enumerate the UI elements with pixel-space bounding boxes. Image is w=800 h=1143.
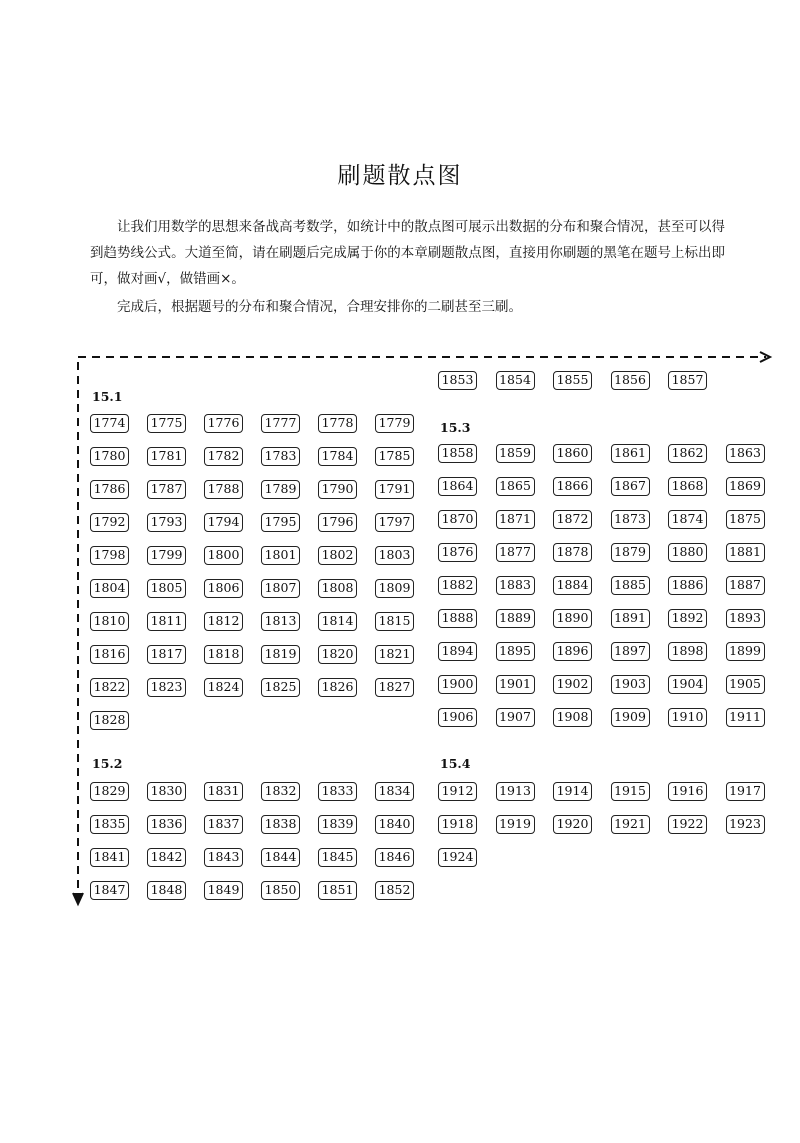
problem-number-box[interactable]: 1806 [204, 579, 243, 598]
problem-number-box[interactable]: 1850 [261, 881, 300, 900]
problem-number-box[interactable]: 1886 [668, 576, 707, 595]
problem-number-box[interactable]: 1916 [668, 782, 707, 801]
problem-number-box[interactable]: 1814 [318, 612, 357, 631]
problem-number-box[interactable]: 1777 [261, 414, 300, 433]
problem-number-box[interactable]: 1791 [375, 480, 414, 499]
problem-number-box[interactable]: 1781 [147, 447, 186, 466]
down-arrow-head-icon [73, 893, 83, 904]
problem-number-box[interactable]: 1881 [726, 543, 765, 562]
problem-number-box[interactable]: 1831 [204, 782, 243, 801]
problem-number-box[interactable]: 1842 [147, 848, 186, 867]
problem-number-box[interactable]: 1874 [668, 510, 707, 529]
problem-number-box[interactable]: 1872 [553, 510, 592, 529]
problem-number-box[interactable]: 1841 [90, 848, 129, 867]
problem-number-box[interactable]: 1894 [438, 642, 477, 661]
problem-number-box[interactable]: 1880 [668, 543, 707, 562]
problem-number-box[interactable]: 1837 [204, 815, 243, 834]
problem-number-box[interactable]: 1774 [90, 414, 129, 433]
problem-number-box[interactable]: 1906 [438, 708, 477, 727]
problem-number-box[interactable]: 1908 [553, 708, 592, 727]
problem-number-box[interactable]: 1800 [204, 546, 243, 565]
problem-number-box[interactable]: 1877 [496, 543, 535, 562]
problem-number-box[interactable]: 1792 [90, 513, 129, 532]
problem-number-box[interactable]: 1852 [375, 881, 414, 900]
problem-number-box[interactable]: 1785 [375, 447, 414, 466]
problem-number-box[interactable]: 1897 [611, 642, 650, 661]
problem-number-box[interactable]: 1921 [611, 815, 650, 834]
problem-number-box[interactable]: 1835 [90, 815, 129, 834]
problem-number-box[interactable]: 1827 [375, 678, 414, 697]
problem-number-box[interactable]: 1811 [147, 612, 186, 631]
problem-number-box[interactable]: 1846 [375, 848, 414, 867]
problem-number-box[interactable]: 1779 [375, 414, 414, 433]
problem-number-box[interactable]: 1823 [147, 678, 186, 697]
problem-number-box[interactable]: 1913 [496, 782, 535, 801]
problem-number-box[interactable]: 1796 [318, 513, 357, 532]
problem-number-box[interactable]: 1922 [668, 815, 707, 834]
problem-number-box[interactable]: 1884 [553, 576, 592, 595]
problem-number-box[interactable]: 1778 [318, 414, 357, 433]
problem-number-box[interactable]: 1890 [553, 609, 592, 628]
problem-number-box[interactable]: 1793 [147, 513, 186, 532]
problem-number-box[interactable]: 1896 [553, 642, 592, 661]
problem-number-box[interactable]: 1863 [726, 444, 765, 463]
problem-number-box[interactable]: 1873 [611, 510, 650, 529]
problem-number-box[interactable]: 1816 [90, 645, 129, 664]
problem-number-box[interactable]: 1918 [438, 815, 477, 834]
problem-number-box[interactable]: 1912 [438, 782, 477, 801]
problem-number-box[interactable]: 1858 [438, 444, 477, 463]
problem-number-box[interactable]: 1892 [668, 609, 707, 628]
problem-number-box[interactable]: 1903 [611, 675, 650, 694]
problem-number-box[interactable]: 1802 [318, 546, 357, 565]
problem-number-box[interactable]: 1888 [438, 609, 477, 628]
problem-number-box[interactable]: 1807 [261, 579, 300, 598]
problem-number-box[interactable]: 1812 [204, 612, 243, 631]
problem-number-box[interactable]: 1864 [438, 477, 477, 496]
problem-number-box[interactable]: 1904 [668, 675, 707, 694]
problem-number-box[interactable]: 1795 [261, 513, 300, 532]
problem-number-box[interactable]: 1889 [496, 609, 535, 628]
problem-number-box[interactable]: 1853 [438, 371, 477, 390]
problem-number-box[interactable]: 1783 [261, 447, 300, 466]
problem-number-box[interactable]: 1883 [496, 576, 535, 595]
problem-number-box[interactable]: 1915 [611, 782, 650, 801]
problem-number-box[interactable]: 1868 [668, 477, 707, 496]
problem-number-box[interactable]: 1891 [611, 609, 650, 628]
problem-number-box[interactable]: 1882 [438, 576, 477, 595]
section-label-15-1: 15.1 [92, 389, 123, 404]
problem-number-box[interactable]: 1804 [90, 579, 129, 598]
problem-number-box[interactable]: 1907 [496, 708, 535, 727]
problem-number-box[interactable]: 1910 [668, 708, 707, 727]
problem-number-box[interactable]: 1923 [726, 815, 765, 834]
problem-number-box[interactable]: 1787 [147, 480, 186, 499]
problem-number-box[interactable]: 1776 [204, 414, 243, 433]
problem-number-box[interactable]: 1878 [553, 543, 592, 562]
problem-number-box[interactable]: 1809 [375, 579, 414, 598]
problem-number-box[interactable]: 1803 [375, 546, 414, 565]
problem-number-box[interactable]: 1825 [261, 678, 300, 697]
problem-number-box[interactable]: 1855 [553, 371, 592, 390]
problem-number-box[interactable]: 1909 [611, 708, 650, 727]
problem-number-box[interactable]: 1775 [147, 414, 186, 433]
section-label-15-2: 15.2 [92, 756, 123, 771]
problem-number-box[interactable]: 1828 [90, 711, 129, 730]
problem-number-box[interactable]: 1857 [668, 371, 707, 390]
problem-number-box[interactable]: 1859 [496, 444, 535, 463]
problem-number-box[interactable]: 1911 [726, 708, 765, 727]
problem-number-box[interactable]: 1895 [496, 642, 535, 661]
problem-number-box[interactable]: 1815 [375, 612, 414, 631]
problem-number-box[interactable]: 1780 [90, 447, 129, 466]
problem-number-box[interactable]: 1845 [318, 848, 357, 867]
problem-number-box[interactable]: 1840 [375, 815, 414, 834]
problem-number-box[interactable]: 1885 [611, 576, 650, 595]
problem-number-box[interactable]: 1797 [375, 513, 414, 532]
problem-number-box[interactable]: 1817 [147, 645, 186, 664]
problem-number-box[interactable]: 1866 [553, 477, 592, 496]
problem-number-box[interactable]: 1808 [318, 579, 357, 598]
problem-number-box[interactable]: 1870 [438, 510, 477, 529]
problem-number-box[interactable]: 1876 [438, 543, 477, 562]
problem-number-box[interactable]: 1839 [318, 815, 357, 834]
problem-number-box[interactable]: 1879 [611, 543, 650, 562]
section-label-15-3: 15.3 [440, 420, 471, 435]
problem-number-box[interactable]: 1813 [261, 612, 300, 631]
problem-number-box[interactable]: 1905 [726, 675, 765, 694]
problem-number-box[interactable]: 1794 [204, 513, 243, 532]
problem-number-box[interactable]: 1824 [204, 678, 243, 697]
problem-number-box[interactable]: 1893 [726, 609, 765, 628]
problem-number-box[interactable]: 1784 [318, 447, 357, 466]
problem-number-box[interactable]: 1810 [90, 612, 129, 631]
problem-number-box[interactable]: 1847 [90, 881, 129, 900]
problem-number-box[interactable]: 1822 [90, 678, 129, 697]
problem-number-box[interactable]: 1799 [147, 546, 186, 565]
problem-number-box[interactable]: 1786 [90, 480, 129, 499]
problem-number-box[interactable]: 1854 [496, 371, 535, 390]
problem-number-box[interactable]: 1867 [611, 477, 650, 496]
intro-paragraph-2: 完成后，根据题号的分布和聚合情况，合理安排你的二刷甚至三刷。 [117, 299, 522, 315]
problem-number-box[interactable]: 1899 [726, 642, 765, 661]
problem-number-box[interactable]: 1798 [90, 546, 129, 565]
problem-number-box[interactable]: 1920 [553, 815, 592, 834]
problem-number-box[interactable]: 1919 [496, 815, 535, 834]
problem-number-box[interactable]: 1844 [261, 848, 300, 867]
page-title: 刷题散点图 [337, 163, 463, 189]
problem-number-box[interactable]: 1789 [261, 480, 300, 499]
problem-number-box[interactable]: 1865 [496, 477, 535, 496]
problem-number-box[interactable]: 1819 [261, 645, 300, 664]
problem-number-box[interactable]: 1829 [90, 782, 129, 801]
problem-number-box[interactable]: 1875 [726, 510, 765, 529]
problem-number-box[interactable]: 1917 [726, 782, 765, 801]
problem-number-box[interactable]: 1805 [147, 579, 186, 598]
problem-number-box[interactable]: 1901 [496, 675, 535, 694]
problem-number-box[interactable]: 1826 [318, 678, 357, 697]
problem-number-box[interactable]: 1862 [668, 444, 707, 463]
problem-number-box[interactable]: 1801 [261, 546, 300, 565]
problem-number-box[interactable]: 1861 [611, 444, 650, 463]
problem-number-box[interactable]: 1821 [375, 645, 414, 664]
problem-number-box[interactable]: 1788 [204, 480, 243, 499]
problem-number-box[interactable]: 1887 [726, 576, 765, 595]
problem-number-box[interactable]: 1898 [668, 642, 707, 661]
problem-number-box[interactable]: 1860 [553, 444, 592, 463]
section-label-15-4: 15.4 [440, 756, 471, 771]
problem-number-box[interactable]: 1914 [553, 782, 592, 801]
intro-paragraph-1: 让我们用数学的思想来备战高考数学，如统计中的散点图可展示出数据的分布和聚合情况，甚至可以得到趋势线公式。大道至简，请在刷题后完成属于你的本章刷题散点图，直接用你刷题的黑笔在题号上标出即可，做对画√，做错画×。 [90, 219, 725, 287]
problem-number-box[interactable]: 1838 [261, 815, 300, 834]
problem-number-box[interactable]: 1900 [438, 675, 477, 694]
problem-number-box[interactable]: 1849 [204, 881, 243, 900]
problem-number-box[interactable]: 1851 [318, 881, 357, 900]
problem-number-box[interactable]: 1848 [147, 881, 186, 900]
problem-number-box[interactable]: 1790 [318, 480, 357, 499]
problem-number-box[interactable]: 1843 [204, 848, 243, 867]
problem-number-box[interactable]: 1869 [726, 477, 765, 496]
problem-number-box[interactable]: 1834 [375, 782, 414, 801]
problem-number-box[interactable]: 1924 [438, 848, 477, 867]
problem-number-box[interactable]: 1902 [553, 675, 592, 694]
problem-number-box[interactable]: 1832 [261, 782, 300, 801]
problem-number-box[interactable]: 1830 [147, 782, 186, 801]
problem-number-box[interactable]: 1833 [318, 782, 357, 801]
problem-number-box[interactable]: 1836 [147, 815, 186, 834]
problem-number-box[interactable]: 1818 [204, 645, 243, 664]
problem-number-box[interactable]: 1782 [204, 447, 243, 466]
problem-number-box[interactable]: 1856 [611, 371, 650, 390]
problem-number-box[interactable]: 1820 [318, 645, 357, 664]
problem-number-box[interactable]: 1871 [496, 510, 535, 529]
